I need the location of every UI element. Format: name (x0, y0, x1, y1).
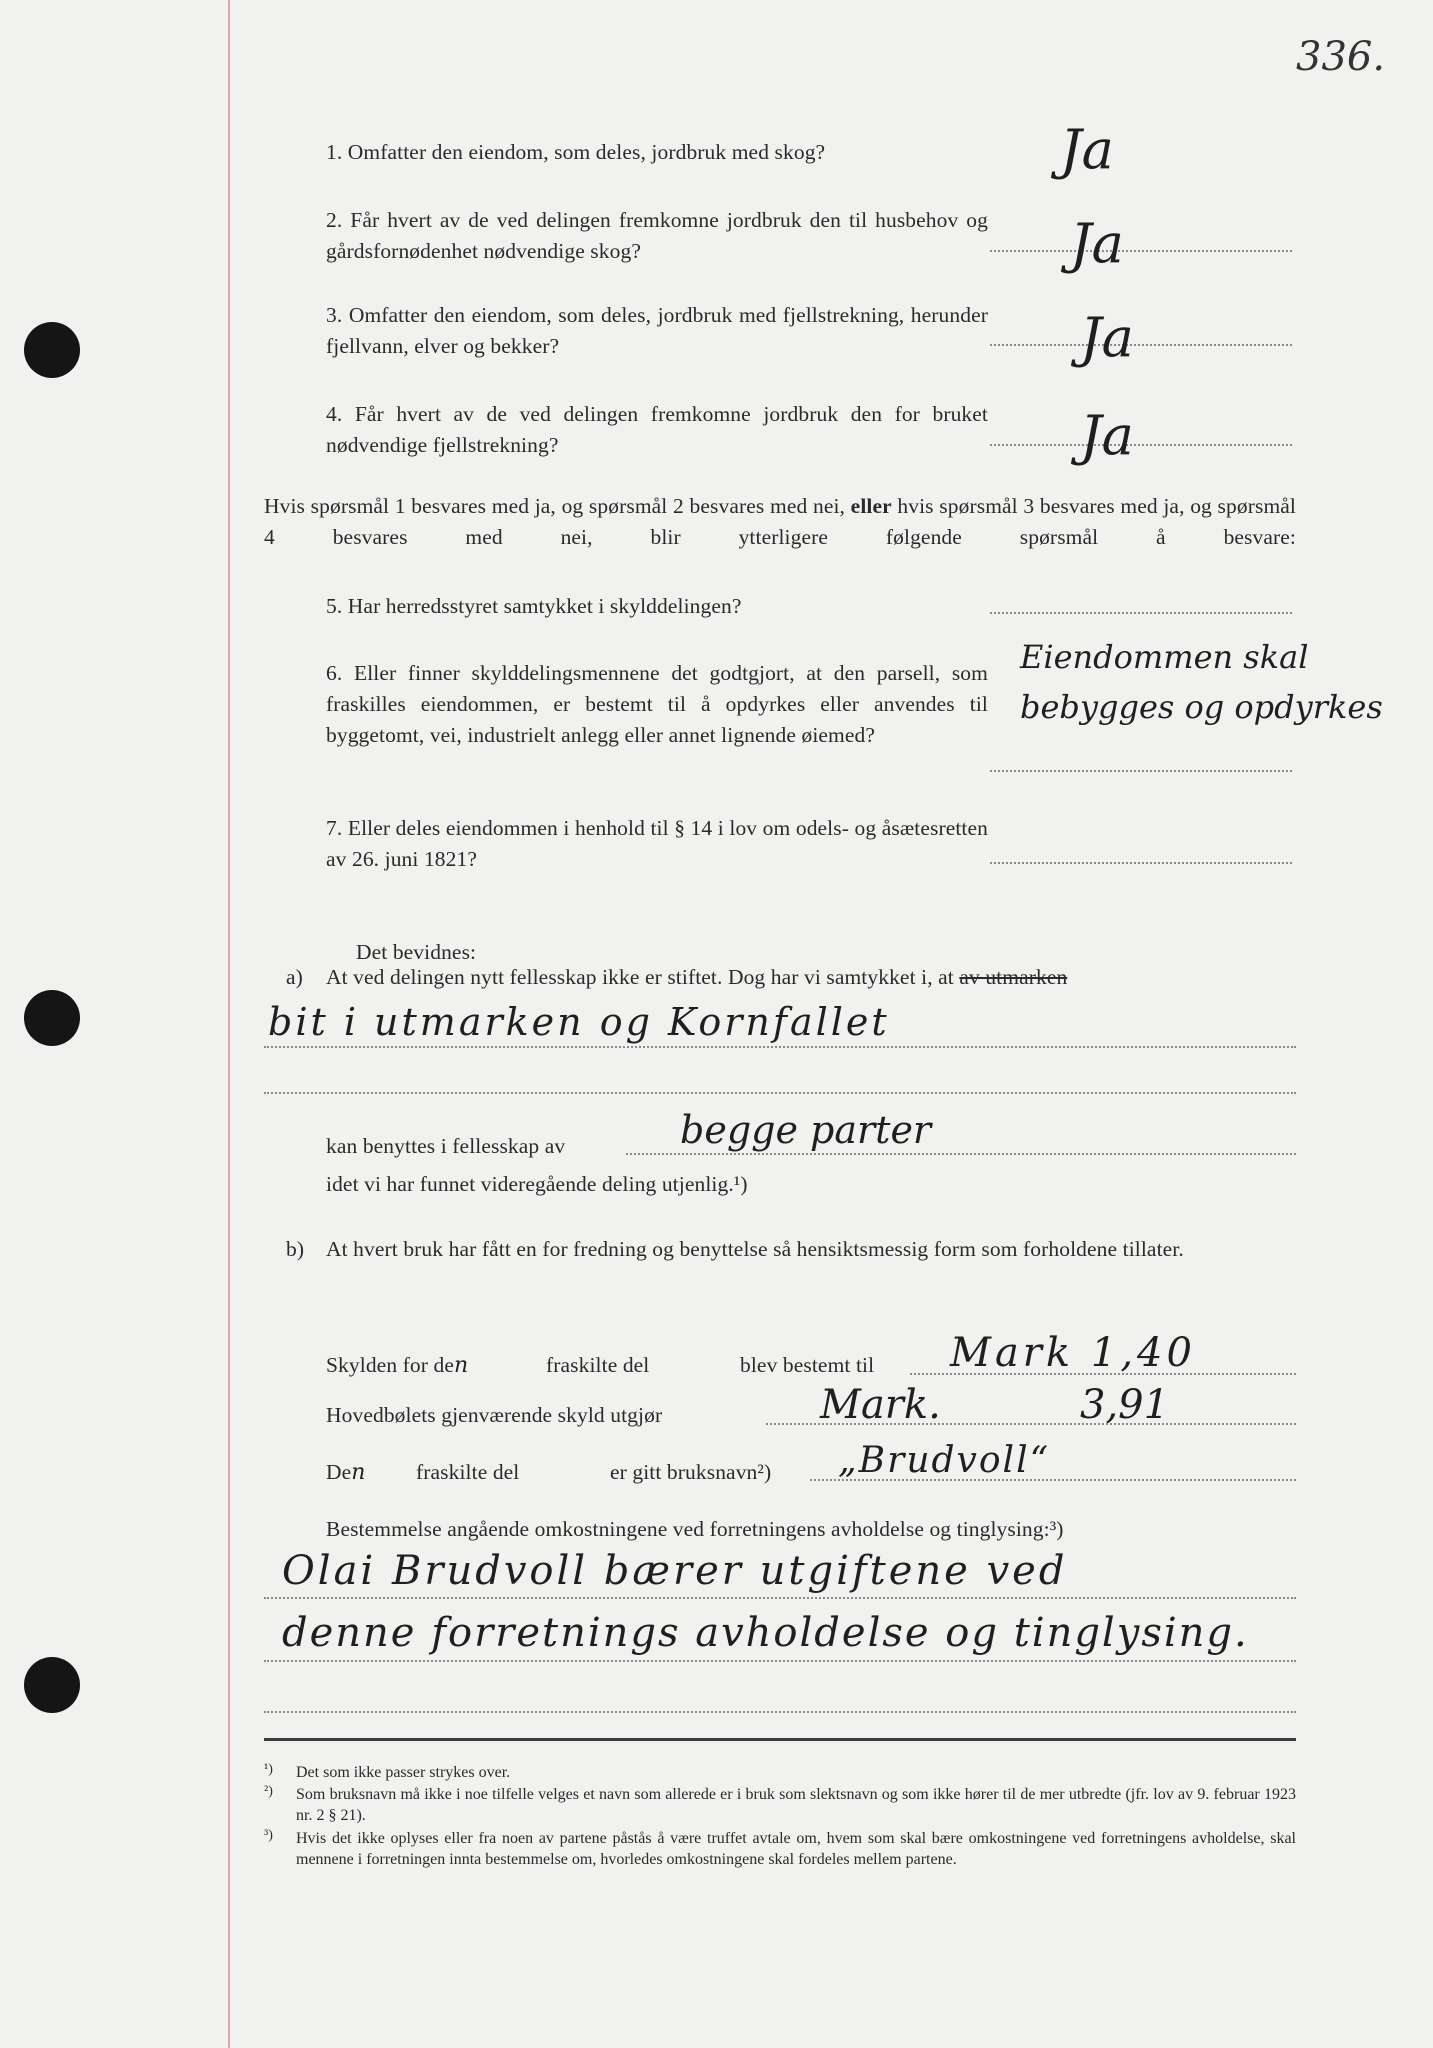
shared-handwritten: begge parter (680, 1108, 932, 1152)
footnote-mark: ³) (264, 1828, 273, 1843)
question-4: 4. Får hvert av de ved delingen fremkomne jordbruk den for bruket nødvendige fjellstrekning? (326, 402, 988, 457)
footnote-3: Hvis det ikke oplyses eller fra noen av partene påstås å være truffet avtale om, hvem som skal bære omkostningene ved forretningens avholdelse, skal mennene i forretningen innta bestemmelse om, hvorledes omkostningene skal fordeles mellem partene. (296, 1830, 1296, 1868)
bruksnavn-value: „Brudvoll“ (838, 1440, 1050, 1481)
kostnader-line-2: denne forretnings avholdelse og tinglysing. (282, 1610, 1249, 1656)
item-b-label: b) (286, 1237, 305, 1261)
page-number: 336. (1296, 34, 1386, 80)
answer-line (990, 250, 1292, 252)
skyld-label-b: fraskilte del (546, 1353, 650, 1377)
question-5: 5. Har herredsstyret samtykket i skylddelingen? (326, 594, 742, 618)
answer-line (990, 612, 1292, 614)
punch-hole (24, 1657, 80, 1713)
footnote-mark: ²) (264, 1784, 273, 1799)
item-a-handwritten: bit i utmarken og Kornfallet (268, 1000, 890, 1044)
item-a-text: At ved delingen nytt fellesskap ikke er stiftet. Dog har vi samtykket i, at av utmarken (326, 965, 1068, 989)
question-2: 2. Får hvert av de ved delingen fremkomne jordbruk den til husbehov og gårdsfornødenhet nødvendige skog? (326, 208, 988, 263)
answer-1: Ja (1060, 118, 1114, 181)
kostnader-label: Bestemmelse angående omkostningene ved forretningens avholdelse og tinglysing:³) (326, 1517, 1064, 1541)
shared-label: kan benyttes i fellesskap av (326, 1134, 566, 1158)
margin-line (228, 0, 230, 2048)
struck-text: av utmarken (959, 965, 1068, 989)
footnote-1: Det som ikke passer strykes over. (296, 1764, 511, 1781)
instruction-text: Hvis spørsmål 1 besvares med ja, og spørsmål 2 besvares med nei, eller hvis spørsmål 3 besvares med ja, og spørsmål 4 besvares med nei, blir ytterligere følgende spørsmål å besvare: (264, 494, 1296, 549)
bruksnavn-row: Den (326, 1460, 366, 1485)
fill-line (810, 1479, 1296, 1481)
hovedbol-value: 3,91 (1080, 1382, 1170, 1428)
hovedbol-label: Hovedbølets gjenværende skyld utgjør (326, 1403, 663, 1427)
answer-6-line-1: Eiendommen skal (1020, 638, 1309, 676)
question-7: 7. Eller deles eiendommen i henhold til § 14 i lov om odels- og åsætesretten av 26. juni 1821? (326, 816, 988, 871)
shared-note: idet vi har funnet videregående deling utjenlig.¹) (326, 1172, 748, 1196)
bruksnavn-label-c: er gitt bruksnavn²) (610, 1460, 772, 1484)
fill-line (626, 1153, 1296, 1155)
fill-line (264, 1711, 1296, 1713)
skyld-label-c: blev bestemt til (740, 1353, 875, 1377)
question-3: 3. Omfatter den eiendom, som deles, jordbruk med fjellstrekning, herunder fjellvann, elver og bekker? (326, 303, 988, 358)
answer-2: Ja (1070, 212, 1124, 275)
answer-4: Ja (1080, 404, 1134, 467)
fill-line (264, 1660, 1296, 1662)
question-6: 6. Eller finner skylddelingsmennene det godtgjort, at den parsell, som fraskilles eiendommen, er bestemt til å opdyrkes eller anvendes til byggetomt, vei, industrielt anlegg eller annet lignende øiemed? (326, 661, 988, 747)
footnote-rule (264, 1738, 1296, 1741)
fill-line (264, 1597, 1296, 1599)
fill-line (264, 1092, 1296, 1094)
footnote-2: Som bruksnavn må ikke i noe tilfelle velges et navn som allerede er i bruk som slektsnavn og som ikke hører til de mer utbredte (jfr. lov av 9. februar 1923 nr. 2 § 21). (296, 1786, 1296, 1824)
item-a-label: a) (286, 965, 303, 989)
skyld-value: Mark 1,40 (950, 1330, 1196, 1376)
answer-line (990, 444, 1292, 446)
kostnader-line-1: Olai Brudvoll bærer utgiftene ved (282, 1548, 1068, 1594)
skyld-row: Skylden for den (326, 1353, 469, 1378)
answer-3: Ja (1080, 306, 1134, 369)
answer-line (990, 862, 1292, 864)
bevidnes-heading: Det bevidnes: (356, 940, 477, 964)
punch-hole (24, 990, 80, 1046)
hovedbol-unit: Mark. (820, 1382, 941, 1428)
fill-line (910, 1373, 1296, 1375)
question-1: 1. Omfatter den eiendom, som deles, jordbruk med skog? (326, 140, 826, 164)
item-b-text: At hvert bruk har fått en for fredning og benyttelse så hensiktsmessig form som forholdene tillater. (326, 1237, 1184, 1261)
punch-hole (24, 322, 80, 378)
footnote-mark: ¹) (264, 1762, 273, 1777)
bruksnavn-label-b: fraskilte del (416, 1460, 520, 1484)
fill-line (766, 1423, 1296, 1425)
fill-line (264, 1046, 1296, 1048)
answer-line (990, 344, 1292, 346)
answer-6-line-2: bebygges og opdyrkes (1020, 688, 1383, 726)
answer-line (990, 770, 1292, 772)
